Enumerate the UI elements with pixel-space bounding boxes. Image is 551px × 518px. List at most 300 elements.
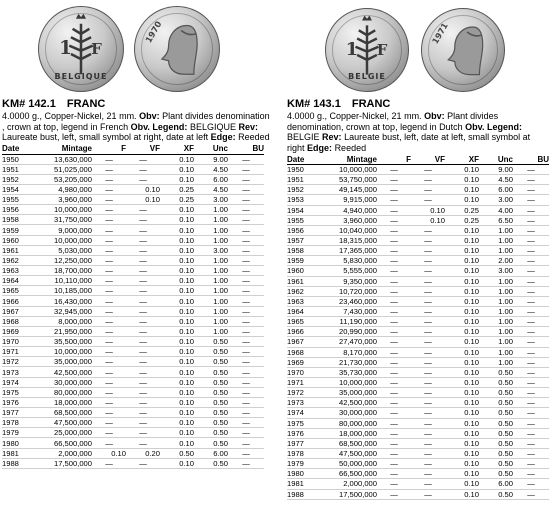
cell-f: —	[105, 235, 113, 245]
cell-date: 1975	[287, 418, 304, 428]
cell-xf: 0.10	[179, 316, 194, 326]
cell-date: 1955	[2, 195, 19, 205]
cell-bu: —	[242, 154, 250, 164]
cell-date: 1971	[2, 347, 19, 357]
cell-vf: —	[139, 357, 147, 367]
cell-unc: 0.50	[213, 367, 228, 377]
column-header-unc: Unc	[194, 144, 228, 155]
cell-vf: —	[424, 388, 432, 398]
cell-vf: —	[139, 235, 147, 245]
cell-unc: 1.00	[213, 205, 228, 215]
cell-f: —	[105, 367, 113, 377]
cell-f: —	[390, 418, 398, 428]
svg-text:1971: 1971	[429, 20, 450, 46]
cell-vf: —	[424, 175, 432, 185]
cell-xf: 0.10	[179, 205, 194, 215]
cell-mintage: 10,000,000	[53, 205, 92, 215]
table-row	[287, 276, 549, 286]
cell-vf: —	[424, 408, 432, 418]
cell-date: 1977	[2, 408, 19, 418]
cell-date: 1960	[287, 266, 304, 276]
svg-text:1970: 1970	[143, 19, 164, 45]
svg-text:F: F	[91, 40, 102, 59]
cell-bu: —	[527, 286, 535, 296]
cell-vf: —	[424, 185, 432, 195]
cell-bu: —	[527, 347, 535, 357]
cell-date: 1961	[287, 276, 304, 286]
cell-date: 1967	[2, 306, 19, 316]
cell-f: —	[390, 347, 398, 357]
cell-xf: 0.10	[464, 276, 479, 286]
table-row	[2, 296, 264, 306]
column-header-unc: Unc	[479, 154, 513, 165]
cell-mintage: 80,000,000	[338, 418, 377, 428]
cell-bu: —	[527, 459, 535, 469]
svg-text:1: 1	[345, 38, 359, 60]
obv-text: Plant divides denomination, crown at top, legend in Dutch	[287, 111, 499, 132]
obv-legend-label: Obv. Legend:	[130, 121, 188, 132]
cell-xf: 0.10	[179, 357, 194, 367]
cell-unc: 2.00	[498, 256, 513, 266]
cell-date: 1976	[2, 397, 19, 407]
cell-mintage: 10,110,000	[54, 276, 92, 286]
cell-mintage: 32,945,000	[53, 306, 92, 316]
cell-date: 1973	[2, 367, 19, 377]
cell-unc: 9.00	[213, 154, 228, 164]
cell-unc: 1.00	[498, 225, 513, 235]
cell-mintage: 10,000,000	[338, 378, 377, 388]
listing-heading	[287, 98, 549, 110]
cell-mintage: 2,000,000	[343, 479, 377, 489]
cell-xf: 0.25	[464, 205, 479, 215]
cell-f: —	[105, 205, 113, 215]
cell-vf: —	[139, 306, 147, 316]
column-header-f: F	[377, 154, 411, 165]
obv-legend-text: BELGIE	[287, 132, 320, 142]
spec-text: 4.0000 g., Copper-Nickel, 21 mm.	[287, 111, 422, 121]
cell-bu: —	[527, 175, 535, 185]
cell-bu: —	[527, 236, 535, 246]
cell-f: —	[390, 357, 398, 367]
cell-mintage: 51,025,000	[53, 164, 92, 174]
cell-unc: 0.50	[498, 378, 513, 388]
table-row	[2, 195, 264, 205]
cell-unc: 0.50	[498, 469, 513, 479]
cell-date: 1959	[287, 256, 304, 266]
table-row	[287, 317, 549, 327]
cell-vf: 0.10	[430, 205, 445, 215]
cell-f: —	[105, 337, 113, 347]
cell-f: —	[390, 165, 398, 175]
cell-date: 1963	[2, 266, 19, 276]
cell-unc: 0.50	[498, 459, 513, 469]
cell-xf: 0.10	[464, 337, 479, 347]
table-row	[287, 388, 549, 398]
cell-date: 1971	[287, 378, 304, 388]
cell-unc: 0.50	[213, 438, 228, 448]
cell-xf: 0.10	[464, 307, 479, 317]
cell-date: 1958	[2, 215, 19, 225]
cell-bu: —	[527, 367, 535, 377]
cell-date: 1980	[2, 438, 19, 448]
cell-bu: —	[527, 165, 535, 175]
cell-xf: 0.10	[179, 418, 194, 428]
cell-unc: 0.50	[498, 449, 513, 458]
cell-f: —	[390, 175, 398, 185]
cell-bu: —	[527, 317, 535, 327]
cell-date: 1972	[287, 388, 304, 398]
edge-label: Edge:	[307, 142, 333, 153]
cell-bu: —	[527, 246, 535, 256]
cell-xf: 0.10	[464, 357, 479, 367]
rev-label: Rev:	[322, 132, 342, 142]
cell-unc: 9.00	[498, 165, 513, 175]
table-row	[2, 458, 264, 468]
cell-date: 1963	[287, 296, 304, 306]
cell-vf: —	[424, 347, 432, 357]
cell-bu: —	[527, 388, 535, 398]
cell-date: 1950	[2, 154, 19, 164]
cell-unc: 6.00	[213, 174, 228, 184]
cell-xf: 0.10	[179, 174, 194, 184]
coin-obverse-image	[38, 6, 124, 92]
cell-unc: 1.00	[498, 236, 513, 246]
cell-xf: 0.10	[464, 459, 479, 469]
cell-f: —	[390, 195, 398, 205]
table-row	[287, 408, 549, 418]
cell-mintage: 10,000,000	[53, 235, 92, 245]
table-row	[287, 165, 549, 175]
cell-unc: 1.00	[213, 276, 228, 286]
cell-mintage: 17,365,000	[338, 246, 377, 256]
cell-bu: —	[242, 306, 250, 316]
mintage-table	[287, 154, 549, 500]
cell-vf: —	[139, 387, 147, 397]
table-row	[2, 357, 264, 367]
cell-date: 1958	[287, 246, 304, 256]
cell-bu: —	[242, 337, 250, 347]
cell-date: 1970	[287, 367, 304, 377]
cell-f: —	[390, 236, 398, 246]
cell-vf: —	[424, 276, 432, 286]
obv-legend-text: BELGIQUE	[189, 121, 236, 132]
cell-mintage: 23,460,000	[338, 296, 377, 306]
cell-bu: —	[527, 296, 535, 306]
cell-date: 1970	[2, 337, 19, 347]
cell-bu: —	[242, 357, 250, 367]
cell-mintage: 49,145,000	[338, 185, 377, 195]
table-row	[2, 367, 264, 377]
cell-xf: 0.10	[179, 337, 194, 347]
cell-unc: 1.00	[498, 286, 513, 296]
table-row	[287, 256, 549, 266]
column-header-bu: BU	[513, 154, 549, 165]
cell-unc: 4.50	[498, 175, 513, 185]
cell-date: 1951	[287, 175, 304, 185]
cell-f: —	[390, 317, 398, 327]
table-row	[2, 326, 264, 336]
cell-bu: —	[242, 174, 250, 184]
cell-xf: 0.10	[179, 408, 194, 418]
cell-vf: —	[424, 225, 432, 235]
cell-f: —	[390, 215, 398, 225]
cell-date: 1952	[287, 185, 304, 195]
table-row	[2, 205, 264, 215]
cell-vf: —	[424, 428, 432, 438]
cell-unc: 1.00	[498, 246, 513, 256]
cell-f: —	[390, 428, 398, 438]
cell-f: —	[390, 286, 398, 296]
coin-images	[285, 0, 549, 95]
cell-mintage: 35,000,000	[338, 388, 377, 398]
table-row	[2, 174, 264, 184]
cell-f: 0.10	[111, 448, 126, 458]
cell-mintage: 4,940,000	[343, 205, 377, 215]
cell-date: 1978	[2, 418, 19, 428]
table-row	[287, 235, 549, 245]
table-row	[287, 438, 549, 448]
table-row	[287, 357, 549, 367]
cell-mintage: 42,500,000	[53, 367, 92, 377]
table-row	[287, 185, 549, 195]
cell-mintage: 47,500,000	[338, 449, 377, 458]
table-row	[287, 347, 549, 357]
cell-mintage: 5,030,000	[58, 245, 92, 255]
cell-mintage: 3,960,000	[343, 215, 377, 225]
cell-xf: 0.10	[464, 479, 479, 489]
cell-f: —	[390, 256, 398, 266]
cell-unc: 1.00	[213, 326, 228, 336]
cell-unc: 0.50	[213, 357, 228, 367]
cell-vf: 0.10	[430, 215, 445, 225]
cell-vf: —	[139, 215, 147, 225]
cell-date: 1965	[287, 317, 304, 327]
edge-text: Reeded	[334, 142, 367, 153]
cell-mintage: 4,980,000	[58, 184, 92, 194]
cell-unc: 4.50	[213, 184, 228, 194]
cell-f: —	[105, 458, 113, 468]
cell-date: 1961	[2, 245, 19, 255]
cell-date: 1973	[287, 398, 304, 408]
cell-bu: —	[527, 378, 535, 388]
cell-bu: —	[242, 195, 250, 205]
cell-date: 1965	[2, 286, 19, 296]
cell-mintage: 66,500,000	[338, 469, 377, 479]
listing-heading	[2, 98, 272, 110]
cell-bu: —	[242, 266, 250, 276]
coin-name: FRANC	[66, 98, 106, 110]
coin-description	[287, 111, 549, 153]
cell-xf: 0.10	[179, 438, 194, 448]
cell-f: —	[105, 276, 113, 286]
cell-f: —	[390, 225, 398, 235]
table-row	[2, 266, 264, 276]
table-row	[2, 397, 264, 407]
cell-vf: —	[424, 317, 432, 327]
cell-vf: —	[424, 459, 432, 469]
cell-xf: 0.10	[464, 185, 479, 195]
table-row	[287, 428, 549, 438]
column-header-date: Date	[2, 144, 32, 155]
cell-mintage: 30,000,000	[53, 377, 92, 387]
cell-date: 1953	[287, 195, 304, 205]
svg-text:1: 1	[59, 38, 73, 60]
table-row	[287, 296, 549, 306]
cell-unc: 1.00	[498, 317, 513, 327]
cell-bu: —	[242, 235, 250, 245]
cell-xf: 0.10	[464, 418, 479, 428]
cell-mintage: 20,990,000	[338, 327, 377, 337]
cell-xf: 0.10	[464, 378, 479, 388]
cell-xf: 0.10	[179, 397, 194, 407]
table-row	[287, 215, 549, 225]
cell-unc: 3.00	[498, 195, 513, 205]
cell-vf: —	[424, 165, 432, 175]
cell-unc: 0.50	[498, 489, 513, 499]
cell-vf: —	[139, 326, 147, 336]
cell-unc: 1.00	[498, 337, 513, 347]
cell-date: 1954	[2, 184, 19, 194]
cell-bu: —	[242, 205, 250, 215]
table-row	[287, 489, 549, 499]
cell-vf: 0.10	[145, 184, 160, 194]
table-row	[287, 205, 549, 215]
table-row	[2, 245, 264, 255]
cell-date: 1967	[287, 337, 304, 347]
cell-xf: 0.10	[179, 215, 194, 225]
obv-legend-label: Obv. Legend:	[465, 121, 522, 132]
cell-xf: 0.10	[179, 235, 194, 245]
cell-vf: —	[139, 266, 147, 276]
table-row	[2, 164, 264, 174]
cell-unc: 3.00	[213, 245, 228, 255]
cell-vf: —	[139, 428, 147, 438]
coin-reverse-image	[421, 8, 505, 92]
cell-xf: 0.10	[464, 367, 479, 377]
cell-f: —	[390, 449, 398, 458]
table-row	[2, 347, 264, 357]
cell-bu: —	[527, 428, 535, 438]
cell-vf: —	[139, 164, 147, 174]
cell-f: —	[390, 469, 398, 479]
coin-legend-text: BELGIE	[348, 72, 386, 81]
cell-vf: —	[139, 286, 147, 296]
cell-xf: 0.10	[179, 286, 194, 296]
cell-xf: 0.10	[464, 225, 479, 235]
cell-mintage: 2,000,000	[58, 448, 92, 458]
cell-bu: —	[242, 458, 250, 468]
cell-f: —	[390, 327, 398, 337]
table-row	[287, 479, 549, 489]
table-row	[2, 377, 264, 387]
cell-date: 1952	[2, 174, 19, 184]
mintage-table	[2, 144, 264, 469]
cell-vf: 0.10	[145, 195, 160, 205]
cell-vf: —	[424, 438, 432, 448]
cell-xf: 0.10	[464, 388, 479, 398]
cell-date: 1980	[287, 469, 304, 479]
cell-date: 1974	[287, 408, 304, 418]
cell-vf: —	[424, 418, 432, 428]
cell-vf: —	[139, 316, 147, 326]
cell-date: 1956	[287, 225, 304, 235]
cell-mintage: 80,000,000	[53, 387, 92, 397]
column-header-vf: VF	[411, 154, 445, 165]
column-header-date: Date	[287, 154, 317, 165]
cell-bu: —	[527, 479, 535, 489]
listing-km-143-1	[285, 0, 549, 500]
cell-vf: —	[139, 154, 147, 164]
table-row	[2, 408, 264, 418]
cell-unc: 0.50	[498, 428, 513, 438]
cell-mintage: 18,000,000	[338, 428, 377, 438]
table-header-row	[2, 144, 264, 155]
cell-mintage: 18,700,000	[53, 266, 92, 276]
cell-mintage: 47,500,000	[53, 418, 92, 428]
cell-unc: 4.50	[213, 164, 228, 174]
cell-date: 1975	[2, 387, 19, 397]
cell-mintage: 25,000,000	[53, 428, 92, 438]
cell-bu: —	[527, 438, 535, 448]
cell-bu: —	[242, 387, 250, 397]
cell-vf: —	[139, 438, 147, 448]
cell-mintage: 9,000,000	[58, 225, 92, 235]
cell-f: —	[390, 296, 398, 306]
cell-f: —	[390, 398, 398, 408]
cell-unc: 1.00	[213, 225, 228, 235]
cell-bu: —	[527, 469, 535, 479]
cell-vf: —	[139, 225, 147, 235]
cell-xf: 0.10	[179, 387, 194, 397]
coin-name: FRANC	[351, 98, 391, 110]
table-row	[2, 418, 264, 428]
cell-unc: 0.50	[213, 377, 228, 387]
cell-vf: —	[424, 266, 432, 276]
rev-text: Laureate bust, left, small symbol at right, date at left	[2, 132, 209, 142]
table-body	[287, 165, 549, 500]
column-header-xf: XF	[445, 154, 479, 165]
cell-xf: 0.10	[464, 398, 479, 408]
cell-f: —	[105, 408, 113, 418]
cell-xf: 0.10	[464, 469, 479, 479]
cell-vf: —	[139, 296, 147, 306]
cell-vf: —	[139, 276, 147, 286]
cell-mintage: 9,350,000	[343, 276, 377, 286]
cell-bu: —	[242, 316, 250, 326]
cell-vf: —	[424, 398, 432, 408]
cell-f: —	[390, 205, 398, 215]
cell-f: —	[390, 266, 398, 276]
cell-date: 1951	[2, 164, 19, 174]
cell-bu: —	[242, 184, 250, 194]
cell-unc: 1.00	[213, 235, 228, 245]
cell-vf: —	[139, 397, 147, 407]
cell-bu: —	[527, 215, 535, 225]
cell-bu: —	[242, 448, 250, 458]
cell-unc: 0.50	[213, 337, 228, 347]
km-number: KM# 143.1	[287, 98, 341, 110]
cell-bu: —	[242, 326, 250, 336]
cell-bu: —	[527, 337, 535, 347]
cell-unc: 3.00	[213, 195, 228, 205]
column-header-bu: BU	[228, 144, 264, 155]
cell-vf: —	[424, 367, 432, 377]
cell-date: 1954	[287, 205, 304, 215]
cell-vf: —	[139, 205, 147, 215]
table-row	[287, 266, 549, 276]
cell-f: —	[390, 378, 398, 388]
cell-bu: —	[242, 276, 250, 286]
